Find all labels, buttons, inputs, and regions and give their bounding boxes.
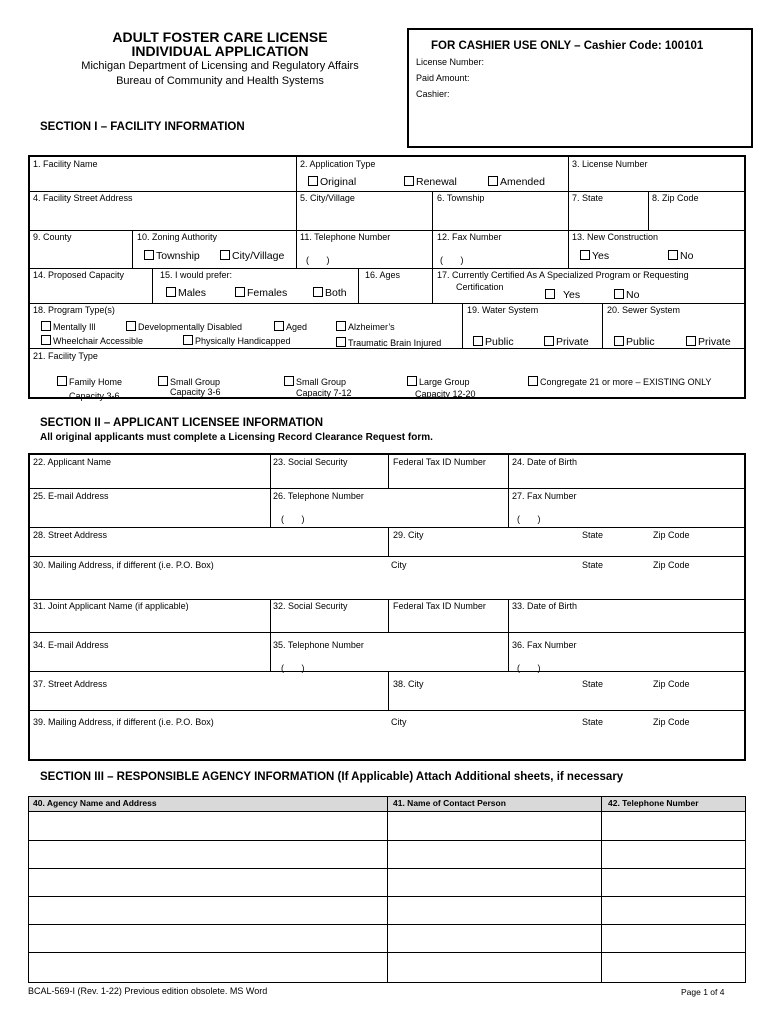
facility-large-group-checkbox[interactable]: [407, 376, 470, 387]
prefer-both-label: Both: [325, 287, 347, 299]
program-developmentally-disabled-label: Developmentally Disabled: [138, 322, 243, 332]
facility-street-label: 4. Facility Street Address: [33, 193, 133, 203]
joint-street-label: 37. Street Address: [33, 679, 108, 689]
joint-mailing-state-label: State: [582, 717, 604, 727]
contact-person-col-header: 41. Name of Contact Person: [393, 798, 506, 808]
application-type-original-label: Original: [320, 176, 357, 188]
facility-large-group-capacity: Capacity 12-20: [415, 389, 476, 399]
new-construction-yes-label: Yes: [592, 250, 610, 262]
applicant-phone-paren: ( ): [281, 514, 305, 524]
program-types-label: 18. Program Type(s): [33, 305, 115, 315]
fax-number-label: 12. Fax Number: [437, 232, 502, 242]
sewer-private-checkbox[interactable]: [686, 336, 731, 348]
program-alzheimers-checkbox[interactable]: [336, 321, 395, 332]
new-construction-no-checkbox[interactable]: [668, 250, 693, 262]
sewer-system-label: 20. Sewer System: [607, 305, 681, 315]
applicant-mailing-city-label: City: [391, 560, 407, 570]
facility-family-home-label: Family Home: [69, 377, 123, 387]
certified-yes-checkbox[interactable]: [545, 289, 580, 301]
program-aged-checkbox[interactable]: [274, 321, 307, 332]
new-construction-label: 13. New Construction: [572, 232, 659, 242]
section2-subheading: All original applicants must complete a Licensing Record Clearance Request form.: [40, 432, 433, 443]
prefer-males-label: Males: [178, 287, 207, 299]
prefer-both-checkbox[interactable]: [313, 287, 347, 299]
telephone-paren: ( ): [306, 255, 330, 265]
zoning-city-village-checkbox[interactable]: [220, 250, 284, 262]
joint-city-label: 38. City: [393, 679, 424, 689]
sewer-private-label: Private: [698, 336, 731, 348]
certified-yes-label: Yes: [563, 289, 581, 301]
joint-zip-label: Zip Code: [653, 679, 690, 689]
bureau-name: Bureau of Community and Health Systems: [116, 75, 324, 87]
joint-mailing-zip-label: Zip Code: [653, 717, 690, 727]
program-wheelchair-label: Wheelchair Accessible: [53, 336, 144, 346]
application-type-renewal-checkbox[interactable]: [404, 176, 457, 188]
joint-fax-label: 36. Fax Number: [512, 640, 577, 650]
facility-congregate-checkbox[interactable]: [528, 376, 711, 387]
certification-label: Certification: [456, 282, 504, 292]
facility-small-group-712-label: Small Group: [296, 377, 347, 387]
fax-paren: ( ): [440, 255, 464, 265]
license-number-label: 3. License Number: [572, 159, 648, 169]
applicant-ssn-label: 23. Social Security: [273, 457, 348, 467]
program-tbi-checkbox[interactable]: [336, 337, 441, 348]
program-tbi-label: Traumatic Brain Injured: [348, 338, 442, 348]
application-type-renewal-label: Renewal: [416, 176, 457, 188]
joint-phone-paren: ( ): [281, 663, 305, 673]
joint-phone-label: 35. Telephone Number: [273, 640, 364, 650]
department-name: Michigan Department of Licensing and Regulatory Affairs: [81, 60, 359, 72]
program-aged-label: Aged: [286, 322, 308, 332]
applicant-mailing-label: 30. Mailing Address, if different (i.e. P.O. Box): [33, 560, 214, 570]
agency-name-col-header: 40. Agency Name and Address: [33, 798, 157, 808]
applicant-name-label: 22. Applicant Name: [33, 457, 112, 467]
joint-dob-label: 33. Date of Birth: [512, 601, 578, 611]
program-physically-handicapped-checkbox[interactable]: [183, 335, 291, 346]
zoning-township-checkbox[interactable]: [144, 250, 200, 262]
cashier-name: Cashier:: [416, 89, 450, 99]
application-type-original-checkbox[interactable]: [308, 176, 356, 188]
agency-phone-col-header: 42. Telephone Number: [608, 798, 699, 808]
cashier-box: [407, 28, 753, 148]
certified-no-label: No: [626, 289, 640, 301]
application-type-amended-label: Amended: [500, 176, 545, 188]
county-label: 9. County: [33, 232, 72, 242]
section3-heading: SECTION III – RESPONSIBLE AGENCY INFORMATION (If Applicable) Attach Additional sheets, if necessary: [40, 771, 624, 783]
joint-fed-tax-label: Federal Tax ID Number: [393, 601, 486, 611]
program-alzheimers-label: Alzheimer’s: [348, 322, 395, 332]
prefer-females-checkbox[interactable]: [235, 287, 287, 299]
facility-family-home-capacity: Capacity 3-6: [69, 391, 120, 401]
facility-small-group-36-checkbox[interactable]: [158, 376, 220, 387]
facility-small-group-36-capacity: Capacity 3-6: [170, 387, 221, 397]
program-wheelchair-checkbox[interactable]: [41, 335, 143, 346]
applicant-fed-tax-label: Federal Tax ID Number: [393, 457, 486, 467]
city-village-label: 5. City/Village: [300, 193, 355, 203]
zip-code-label: 8. Zip Code: [652, 193, 699, 203]
certified-specialized-label: 17. Currently Certified As A Specialized Program or Requesting: [437, 270, 689, 280]
certified-no-checkbox[interactable]: [614, 289, 639, 301]
applicant-mailing-zip-label: Zip Code: [653, 560, 690, 570]
proposed-capacity-label: 14. Proposed Capacity: [33, 270, 125, 280]
applicant-state-label: State: [582, 530, 604, 540]
form-id: BCAL-569-I (Rev. 1-22) Previous edition obsolete. MS Word: [28, 986, 268, 996]
cashier-paid-amount: Paid Amount:: [416, 73, 470, 83]
facility-small-group-712-capacity: Capacity 7-12: [296, 388, 352, 398]
program-mentally-ill-checkbox[interactable]: [41, 321, 96, 332]
joint-fax-paren: ( ): [517, 663, 541, 673]
zoning-authority-label: 10. Zoning Authority: [137, 232, 218, 242]
facility-small-group-36-label: Small Group: [170, 377, 221, 387]
water-public-label: Public: [485, 336, 514, 348]
applicant-dob-label: 24. Date of Birth: [512, 457, 578, 467]
joint-mailing-label: 39. Mailing Address, if different (i.e. P.O. Box): [33, 717, 214, 727]
application-type-label: 2. Application Type: [300, 159, 376, 169]
water-system-label: 19. Water System: [467, 305, 539, 315]
applicant-fax-paren: ( ): [517, 514, 541, 524]
joint-mailing-city-label: City: [391, 717, 407, 727]
facility-large-group-label: Large Group: [419, 377, 470, 387]
joint-name-label: 31. Joint Applicant Name (if applicable): [33, 601, 189, 611]
cashier-title: FOR CASHIER USE ONLY – Cashier Code: 100101: [431, 40, 704, 52]
page-number: Page 1 of 4: [681, 987, 725, 997]
section3-table: [28, 796, 746, 983]
sewer-public-checkbox[interactable]: [614, 336, 655, 348]
state-label: 7. State: [572, 193, 604, 203]
water-public-checkbox[interactable]: [473, 336, 514, 348]
applicant-street-label: 28. Street Address: [33, 530, 108, 540]
joint-ssn-label: 32. Social Security: [273, 601, 348, 611]
joint-email-label: 34. E-mail Address: [33, 640, 109, 650]
prefer-females-label: Females: [247, 287, 288, 299]
township-label: 6. Township: [437, 193, 485, 203]
applicant-fax-label: 27. Fax Number: [512, 491, 577, 501]
zoning-city-village-label: City/Village: [232, 250, 285, 262]
applicant-zip-label: Zip Code: [653, 530, 690, 540]
applicant-mailing-state-label: State: [582, 560, 604, 570]
ages-label: 16. Ages: [365, 270, 401, 280]
prefer-label: 15. I would prefer:: [160, 270, 233, 280]
water-private-label: Private: [556, 336, 589, 348]
form-title-line2: INDIVIDUAL APPLICATION: [131, 43, 309, 59]
facility-family-home-checkbox[interactable]: [57, 376, 122, 387]
cashier-license-number: License Number:: [416, 57, 485, 67]
form-title-line1: ADULT FOSTER CARE LICENSE: [112, 29, 328, 45]
facility-type-label: 21. Facility Type: [33, 351, 98, 361]
section2-heading: SECTION II – APPLICANT LICENSEE INFORMATION: [40, 417, 324, 429]
program-physically-handicapped-label: Physically Handicapped: [195, 336, 291, 346]
new-construction-yes-checkbox[interactable]: [580, 250, 609, 262]
joint-state-label: State: [582, 679, 604, 689]
sewer-public-label: Public: [626, 336, 655, 348]
facility-small-group-712-checkbox[interactable]: [284, 376, 346, 387]
application-type-amended-checkbox[interactable]: [488, 176, 545, 188]
program-developmentally-disabled-checkbox[interactable]: [126, 321, 242, 332]
water-private-checkbox[interactable]: [544, 336, 589, 348]
facility-congregate-label: Congregate 21 or more – EXISTING ONLY: [540, 377, 712, 387]
applicant-city-label: 29. City: [393, 530, 424, 540]
facility-name-label: 1. Facility Name: [33, 159, 98, 169]
section1-heading: SECTION I – FACILITY INFORMATION: [40, 121, 245, 133]
applicant-email-label: 25. E-mail Address: [33, 491, 109, 501]
applicant-phone-label: 26. Telephone Number: [273, 491, 364, 501]
zoning-township-label: Township: [156, 250, 200, 262]
telephone-number-label: 11. Telephone Number: [300, 232, 391, 242]
new-construction-no-label: No: [680, 250, 694, 262]
program-mentally-ill-label: Mentally Ill: [53, 322, 96, 332]
prefer-males-checkbox[interactable]: [166, 287, 206, 299]
